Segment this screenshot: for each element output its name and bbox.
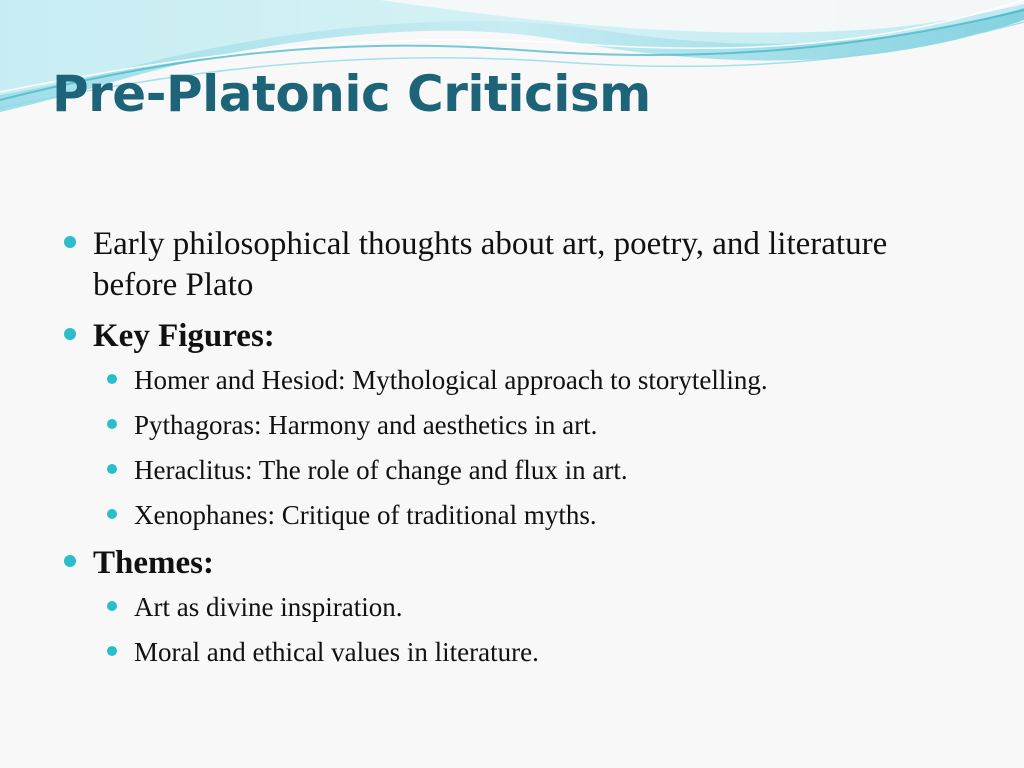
- sub-bullet-item: [105, 590, 962, 624]
- slide-content: [62, 224, 962, 680]
- sub-bullet-text: Heraclitus: The role of change and flux in art.: [134, 455, 628, 485]
- bullet-text: Themes:: [93, 545, 214, 581]
- sub-bullet-text: Xenophanes: Critique of traditional myths.: [134, 500, 597, 530]
- sub-bullet-text: Homer and Hesiod: Mythological approach to storytelling.: [134, 365, 768, 395]
- sub-bullet-item: [105, 498, 962, 532]
- bullet-text: Key Figures:: [93, 318, 275, 354]
- bullet-text: Early philosophical thoughts about art, poetry, and literature before Plato: [93, 226, 888, 303]
- sub-bullet-item: [105, 408, 962, 442]
- bullet-dot-icon: [64, 236, 76, 248]
- sub-bullet-text: Moral and ethical values in literature.: [134, 637, 539, 667]
- sub-bullet-item: [105, 635, 962, 669]
- sub-bullet-text: Pythagoras: Harmony and aesthetics in art.: [134, 410, 598, 440]
- bullet-dot-icon: [107, 646, 117, 656]
- themes-heading: [62, 543, 962, 584]
- bullet-item: [62, 224, 962, 306]
- bullet-dot-icon: [107, 601, 117, 611]
- bullet-dot-icon: [107, 464, 117, 474]
- sub-bullet-item: [105, 453, 962, 487]
- bullet-dot-icon: [107, 419, 117, 429]
- bullet-dot-icon: [107, 509, 117, 519]
- bullet-dot-icon: [107, 374, 117, 384]
- slide-title: Pre-Platonic Criticism: [52, 65, 651, 123]
- sub-bullet-item: [105, 363, 962, 397]
- sub-bullet-text: Art as divine inspiration.: [134, 592, 403, 622]
- key-figures-heading: [62, 316, 962, 357]
- bullet-dot-icon: [64, 555, 76, 567]
- bullet-dot-icon: [64, 328, 76, 340]
